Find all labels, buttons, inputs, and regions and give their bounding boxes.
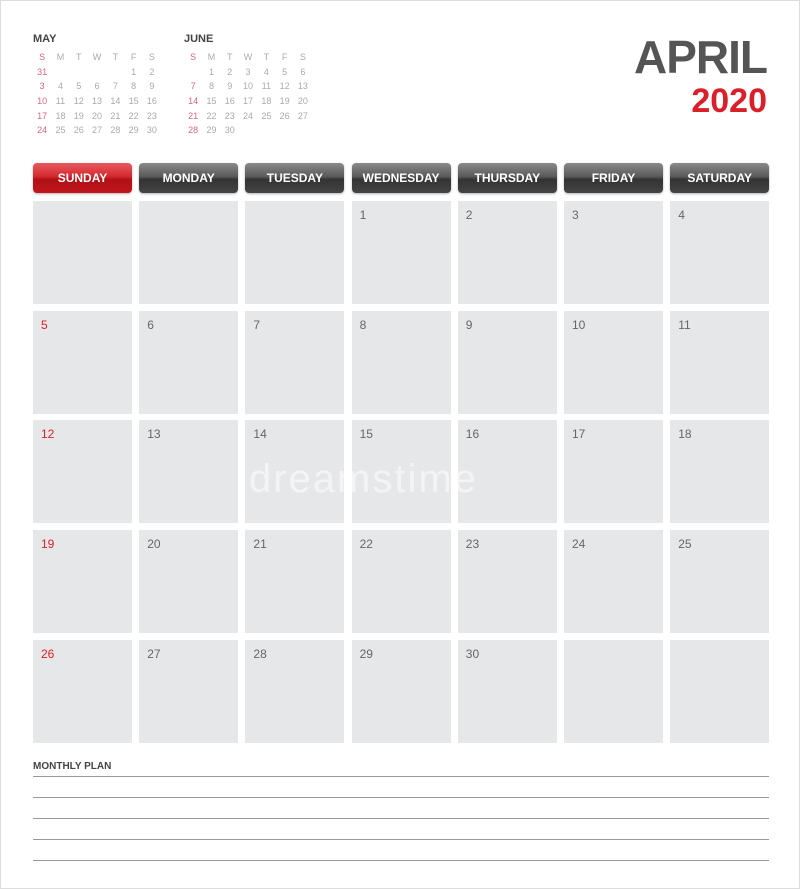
mini-day bbox=[106, 65, 124, 80]
mini-month-title: MAY bbox=[33, 33, 57, 45]
mini-day: 10 bbox=[243, 81, 254, 92]
mini-day: 17 bbox=[243, 96, 254, 107]
day-cell[interactable] bbox=[458, 311, 557, 414]
mini-weekday: S bbox=[148, 52, 155, 63]
mini-weekday: M bbox=[56, 52, 65, 63]
mini-day: 6 bbox=[94, 81, 100, 92]
day-number: 20 bbox=[147, 537, 161, 552]
weekday-header-thursday: THURSDAY bbox=[458, 163, 557, 193]
day-cell[interactable] bbox=[245, 201, 344, 304]
mini-day bbox=[294, 123, 312, 138]
day-cell[interactable] bbox=[352, 530, 451, 633]
mini-day: 1 bbox=[131, 66, 137, 77]
mini-day: 24 bbox=[37, 125, 48, 136]
day-cell[interactable] bbox=[33, 640, 132, 743]
day-cell[interactable] bbox=[564, 311, 663, 414]
day-cell[interactable] bbox=[139, 640, 238, 743]
monthly-plan-label: MONTHLY PLAN bbox=[33, 761, 112, 772]
day-cell[interactable] bbox=[33, 530, 132, 633]
day-number: 28 bbox=[253, 646, 267, 661]
mini-day: 18 bbox=[261, 96, 272, 107]
day-number: 15 bbox=[359, 427, 373, 442]
day-number: 4 bbox=[678, 208, 685, 222]
mini-day: 12 bbox=[73, 96, 84, 107]
mini-day: 18 bbox=[55, 110, 66, 121]
mini-weekday: M bbox=[207, 52, 216, 63]
plan-line bbox=[33, 818, 769, 819]
mini-weekday: S bbox=[39, 52, 46, 63]
day-cell[interactable] bbox=[670, 201, 769, 304]
year-title: 2020 bbox=[691, 82, 767, 120]
mini-calendar-may bbox=[33, 33, 161, 138]
day-cell[interactable] bbox=[33, 201, 132, 304]
weekday-header-friday: FRIDAY bbox=[564, 163, 663, 193]
mini-weekday: S bbox=[190, 52, 197, 63]
weekday-header-tuesday: TUESDAY bbox=[245, 163, 344, 193]
day-number: 9 bbox=[465, 317, 473, 332]
mini-day: 30 bbox=[224, 125, 235, 136]
mini-day: 28 bbox=[110, 125, 121, 136]
mini-day: 21 bbox=[188, 110, 199, 121]
day-number: 5 bbox=[41, 317, 48, 332]
mini-day: 20 bbox=[297, 96, 308, 107]
mini-day: 14 bbox=[110, 96, 121, 107]
mini-day: 5 bbox=[282, 66, 288, 77]
mini-calendar-june bbox=[184, 33, 312, 138]
mini-day: 29 bbox=[206, 125, 217, 136]
mini-day: 24 bbox=[243, 110, 254, 121]
day-cell[interactable] bbox=[139, 311, 238, 414]
day-cell[interactable] bbox=[245, 640, 344, 743]
mini-day bbox=[88, 65, 106, 80]
mini-day bbox=[70, 65, 88, 80]
day-number: 29 bbox=[359, 646, 373, 661]
day-cell[interactable] bbox=[564, 530, 663, 633]
mini-day: 2 bbox=[149, 66, 155, 77]
mini-month-title: JUNE bbox=[184, 33, 214, 45]
mini-day: 7 bbox=[190, 81, 196, 92]
mini-weekday: W bbox=[92, 52, 102, 63]
day-cell[interactable] bbox=[564, 201, 663, 304]
mini-weekday: S bbox=[299, 52, 306, 63]
mini-day: 8 bbox=[131, 81, 137, 92]
mini-weekday: T bbox=[263, 52, 270, 63]
month-title: APRIL bbox=[634, 31, 767, 83]
mini-day: 12 bbox=[279, 81, 290, 92]
day-cell[interactable] bbox=[139, 530, 238, 633]
mini-calendar-table bbox=[184, 50, 312, 138]
mini-weekday: T bbox=[75, 52, 82, 63]
day-number: 27 bbox=[147, 646, 161, 661]
day-cell[interactable] bbox=[670, 530, 769, 633]
day-cell[interactable] bbox=[670, 311, 769, 414]
mini-weekday: T bbox=[112, 52, 119, 63]
day-cell[interactable] bbox=[458, 420, 557, 523]
day-cell[interactable] bbox=[33, 420, 132, 523]
day-cell[interactable] bbox=[245, 420, 344, 523]
day-number: 11 bbox=[678, 317, 691, 332]
mini-day bbox=[275, 123, 293, 138]
day-number: 16 bbox=[465, 427, 480, 442]
day-number: 25 bbox=[678, 537, 692, 552]
day-number: 18 bbox=[678, 427, 692, 442]
mini-day: 27 bbox=[297, 110, 308, 121]
mini-calendar-table bbox=[33, 50, 161, 138]
mini-day: 10 bbox=[37, 96, 48, 107]
day-cell[interactable] bbox=[564, 420, 663, 523]
mini-day: 22 bbox=[128, 110, 139, 121]
mini-weekday: T bbox=[226, 52, 233, 63]
day-cell[interactable] bbox=[458, 640, 557, 743]
calendar-title bbox=[634, 33, 767, 121]
day-number: 23 bbox=[465, 537, 480, 552]
mini-day: 28 bbox=[188, 125, 199, 136]
mini-day: 27 bbox=[92, 125, 103, 136]
day-number: 1 bbox=[359, 208, 367, 222]
mini-day: 3 bbox=[245, 66, 251, 77]
weekday-header-wednesday: WEDNESDAY bbox=[352, 163, 451, 193]
mini-day: 13 bbox=[297, 81, 308, 92]
day-cell[interactable] bbox=[458, 201, 557, 304]
day-cell[interactable] bbox=[33, 311, 132, 414]
mini-day: 9 bbox=[227, 81, 233, 92]
day-number: 19 bbox=[41, 537, 55, 552]
day-cell[interactable] bbox=[352, 420, 451, 523]
day-number: 17 bbox=[572, 427, 586, 442]
mini-day: 2 bbox=[227, 66, 233, 77]
plan-line bbox=[33, 839, 769, 840]
mini-day: 13 bbox=[92, 96, 103, 107]
mini-day: 16 bbox=[146, 96, 157, 107]
plan-line bbox=[33, 776, 769, 777]
mini-day: 14 bbox=[188, 96, 199, 107]
plan-line bbox=[33, 860, 769, 861]
day-cell[interactable] bbox=[458, 530, 557, 633]
mini-day: 6 bbox=[300, 66, 306, 77]
mini-day: 22 bbox=[206, 110, 217, 121]
mini-day: 26 bbox=[73, 125, 84, 136]
day-cell[interactable] bbox=[564, 640, 663, 743]
mini-day: 5 bbox=[76, 81, 82, 92]
day-number: 2 bbox=[465, 208, 473, 222]
day-number: 26 bbox=[41, 646, 55, 661]
mini-day: 23 bbox=[224, 110, 235, 121]
mini-weekday: F bbox=[130, 52, 137, 63]
plan-line bbox=[33, 797, 769, 798]
day-cell[interactable] bbox=[139, 201, 238, 304]
mini-day: 17 bbox=[37, 110, 48, 121]
day-cell[interactable] bbox=[139, 420, 238, 523]
day-number: 22 bbox=[359, 537, 373, 552]
mini-day: 11 bbox=[55, 96, 66, 107]
mini-day: 23 bbox=[146, 110, 157, 121]
day-number: 12 bbox=[41, 427, 55, 442]
weekday-header-monday: MONDAY bbox=[139, 163, 238, 193]
day-cell[interactable] bbox=[352, 640, 451, 743]
mini-weekday: F bbox=[281, 52, 288, 63]
watermark: dreamstime bbox=[249, 457, 478, 501]
weekday-header-sunday: SUNDAY bbox=[33, 163, 132, 193]
day-cell[interactable] bbox=[245, 530, 344, 633]
day-number: 10 bbox=[572, 317, 586, 332]
mini-day: 4 bbox=[57, 81, 63, 92]
day-number: 8 bbox=[359, 317, 367, 332]
mini-day: 11 bbox=[261, 81, 271, 92]
mini-day: 8 bbox=[208, 81, 214, 92]
mini-day: 15 bbox=[206, 96, 217, 107]
mini-day bbox=[239, 123, 257, 138]
day-number: 6 bbox=[147, 317, 154, 332]
mini-weekday: W bbox=[243, 52, 253, 63]
weekday-header-saturday: SATURDAY bbox=[670, 163, 769, 193]
day-cell[interactable] bbox=[670, 420, 769, 523]
mini-day: 3 bbox=[39, 81, 45, 92]
mini-day: 31 bbox=[37, 66, 48, 77]
day-number: 14 bbox=[253, 427, 267, 442]
mini-day bbox=[257, 123, 275, 138]
mini-day: 20 bbox=[92, 110, 103, 121]
mini-day: 16 bbox=[224, 96, 235, 107]
day-cell[interactable] bbox=[245, 311, 344, 414]
mini-day: 7 bbox=[112, 81, 118, 92]
day-number: 7 bbox=[253, 317, 261, 332]
mini-day: 1 bbox=[208, 66, 214, 77]
mini-day: 25 bbox=[55, 125, 66, 136]
mini-day: 29 bbox=[128, 125, 139, 136]
mini-day: 4 bbox=[263, 66, 269, 77]
day-cell[interactable] bbox=[670, 640, 769, 743]
mini-day: 15 bbox=[128, 96, 139, 107]
mini-day: 19 bbox=[279, 96, 290, 107]
mini-day: 19 bbox=[73, 110, 84, 121]
day-number: 3 bbox=[572, 208, 579, 222]
mini-day bbox=[51, 65, 69, 80]
day-cell[interactable] bbox=[352, 201, 451, 304]
day-number: 24 bbox=[572, 537, 586, 552]
day-cell[interactable] bbox=[352, 311, 451, 414]
mini-day: 21 bbox=[110, 110, 121, 121]
day-number: 21 bbox=[253, 537, 267, 552]
day-number: 13 bbox=[147, 427, 161, 442]
mini-day: 26 bbox=[279, 110, 290, 121]
mini-day: 30 bbox=[146, 125, 157, 136]
day-number: 30 bbox=[465, 646, 480, 661]
mini-day: 9 bbox=[149, 81, 155, 92]
mini-day: 25 bbox=[261, 110, 272, 121]
mini-day bbox=[184, 65, 202, 80]
